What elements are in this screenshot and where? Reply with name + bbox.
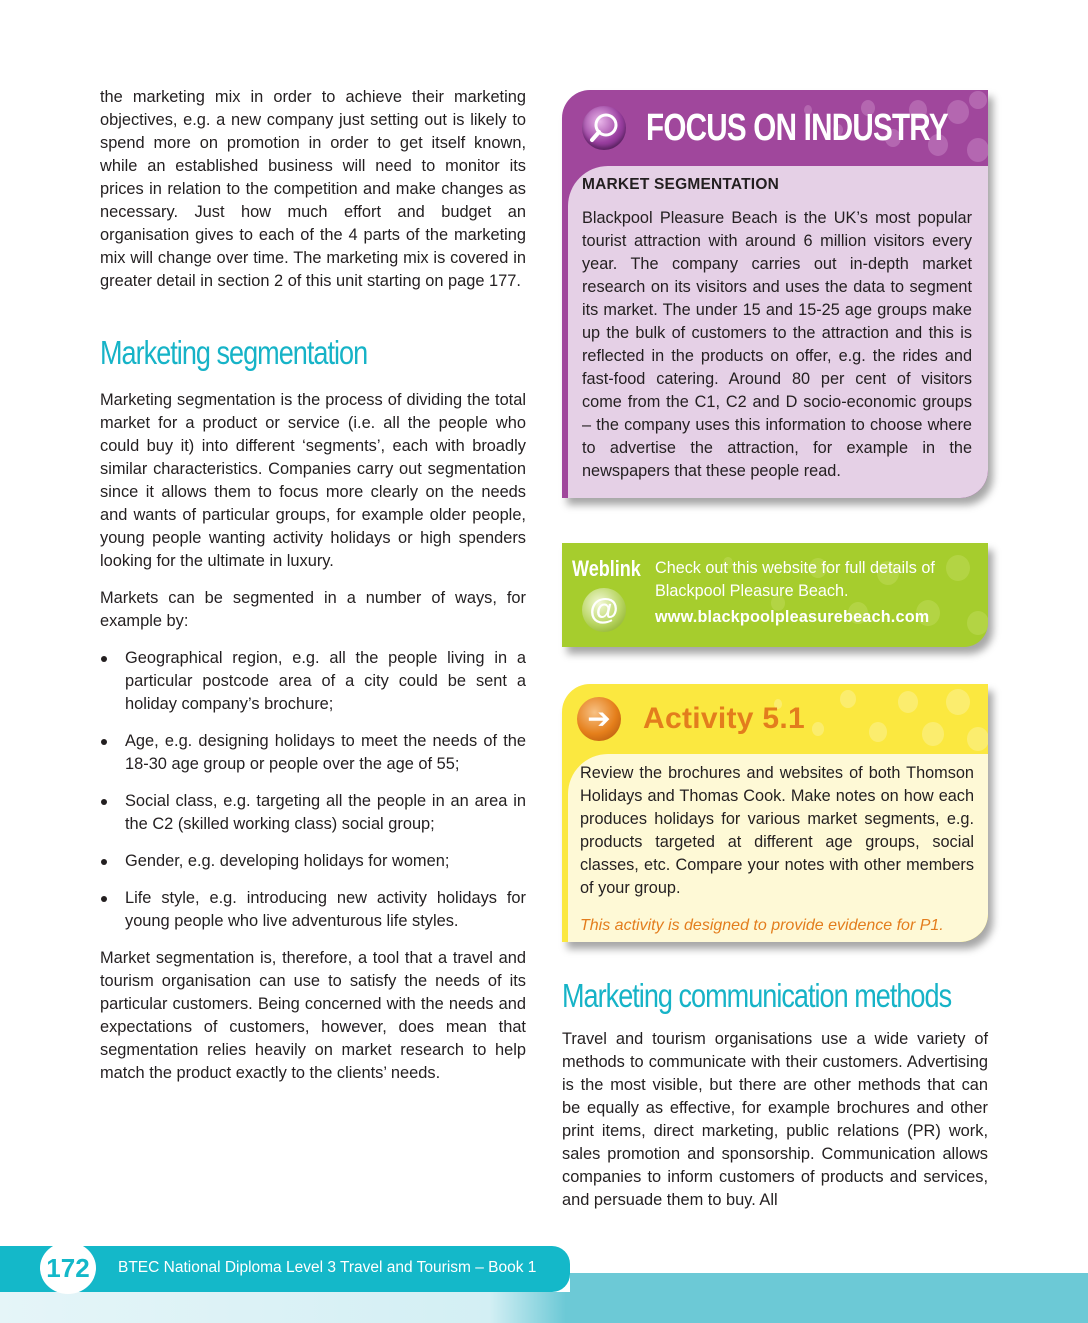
list-item-text: Gender, e.g. developing holidays for women; (125, 852, 450, 870)
bullet-icon (101, 799, 107, 805)
weblink-box (562, 543, 988, 647)
heading-marketing-segmentation: Marketing segmentation (100, 334, 368, 371)
activity-body: Review the brochures and websites of both Thomson Holidays and Thomas Cook. Make notes on how each produces holidays for various market segments, e.g. products targeted at different age groups, social classes, etc. Compare your notes with other members of your group. (580, 764, 974, 897)
list-item (100, 850, 526, 873)
activity-evidence-note: This activity is designed to provide evidence for P1. (580, 917, 944, 934)
paragraph: Travel and tourism organisations use a wide variety of methods to communicate with their customers. Advertising is the most visible, but there are other methods that can be equally as effective, for example brochures and other print items, direct marketing, public relations (PR) work, sales promotion and sponsorship. Communication allows companies to inform customers of products and services, and persuade them to buy. All (562, 1030, 988, 1209)
bullet-icon (101, 896, 107, 902)
right-column (562, 976, 988, 1212)
list-item-text: Age, e.g. designing holidays to meet the needs of the 18-30 age group or people over the age of 55; (125, 732, 526, 773)
segmentation-bullet-list (100, 647, 526, 933)
bullet-icon (101, 859, 107, 865)
weblink-url[interactable]: www.blackpoolpleasurebeach.com (655, 608, 930, 626)
focus-title: FOCUS ON INDUSTRY (646, 106, 948, 149)
list-item (100, 887, 526, 933)
closing-paragraph: Market segmentation is, therefore, a tool that a travel and tourism organisation can use to satisfy the needs of its particular customers. Being concerned with the needs and expectations of customers, however, does mean that segmentation relies heavily on market research to help match the product exactly to the clients’ needs. (100, 949, 526, 1082)
intro-paragraph: the marketing mix in order to achieve their marketing objectives, e.g. a new company just setting out is likely to spend more on promotion in order to get itself known, while an established business will need to monitor its prices in relation to the competition and make changes as necessary. Just how much effort and budget an organisation gives to each of the 4 parts of the marketing mix will change over time. The marketing mix is covered in greater detail in section 2 of this unit starting on page 177. (100, 88, 526, 290)
activity-title: Activity 5.1 (643, 702, 806, 735)
heading-marketing-communication-methods: Marketing communication methods (562, 977, 952, 1014)
list-item-text: Social class, e.g. targeting all the people in an area in the C2 (skilled working class) social group; (125, 792, 526, 833)
magnifier-icon (582, 106, 626, 150)
activity-box (562, 684, 988, 942)
list-item (100, 790, 526, 836)
arrow-right-icon: ➔ (577, 697, 621, 741)
list-item (100, 730, 526, 776)
footer-decorative-band (570, 1273, 1088, 1293)
page-number: 172 (40, 1242, 96, 1294)
bullet-icon (101, 739, 107, 745)
bullet-icon (101, 656, 107, 662)
focus-body: Blackpool Pleasure Beach is the UK’s most popular tourist attraction with around 6 million visitors every year. The company carries out in-depth market research on its visitors and uses the data to segment its market. The under 15 and 15-25 age groups make up the bulk of customers to the attraction and this is reflected in the products on offer, e.g. the rides and fast-food catering. Around 80 per cent of visitors come from the C1, C2 and D socio-economic groups – the company uses this information to choose where to advertise the attraction, for example in the newspapers that these people read. (582, 209, 972, 480)
focus-panel (568, 166, 988, 498)
activity-header (577, 692, 805, 746)
list-item-text: Geographical region, e.g. all the people living in a particular postcode area of a city could be sent a holiday company’s brochure; (125, 649, 526, 713)
paragraph: Marketing segmentation is the process of dividing the total market for a product or service (i.e. all the people who could buy it) into different ‘segments’, each with broadly similar characteristics. Companies carry out segmentation since it allows them to focus more clearly on the needs and wants of particular groups, for example older people, young people wanting activity holidays or high spenders looking for the ultimate in luxury. (100, 391, 526, 570)
list-item-text: Life style, e.g. introducing new activity holidays for young people who live adventurous life styles. (125, 889, 526, 930)
at-sign-icon: @ (582, 588, 626, 632)
weblink-label: Weblink (572, 556, 641, 581)
focus-header (582, 98, 988, 158)
book-title: BTEC National Diploma Level 3 Travel and Tourism – Book 1 (118, 1259, 537, 1276)
list-item (100, 647, 526, 716)
activity-panel (568, 754, 988, 942)
left-column (100, 86, 526, 1099)
focus-on-industry-box (562, 90, 988, 498)
weblink-description: Check out this website for full details of Blackpool Pleasure Beach. (655, 559, 935, 600)
focus-subtitle: MARKET SEGMENTATION (582, 176, 779, 193)
footer-decorative-band (0, 1292, 1088, 1323)
paragraph: Markets can be segmented in a number of ways, for example by: (100, 589, 526, 630)
